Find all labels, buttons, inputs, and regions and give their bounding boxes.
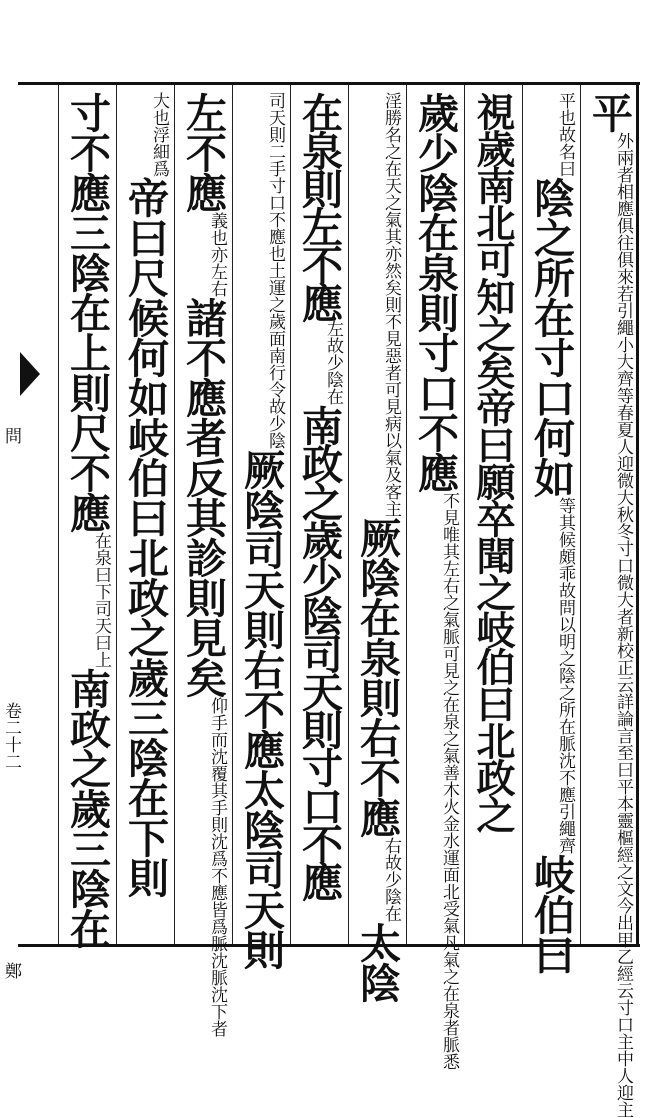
- column-rule: [116, 85, 117, 944]
- note-right: 土運之歲面南行令故少陰: [265, 262, 285, 449]
- text-column-1: [582, 92, 636, 1118]
- annotation-note: [206, 697, 228, 1037]
- text-column-3: [466, 92, 520, 832]
- page-margin: [0, 82, 21, 979]
- note-left: 平也: [555, 92, 575, 126]
- text-column-8: [176, 92, 230, 1037]
- column-rule: [174, 85, 175, 944]
- fishtail-mark-icon: [20, 352, 40, 396]
- note-left: 右故: [381, 837, 401, 871]
- text-column-10: [60, 92, 114, 948]
- main-text: 歲少陰在泉則寸口不應: [411, 92, 459, 492]
- note-right: 司天曰上: [91, 600, 111, 668]
- annotation-note: [322, 320, 344, 405]
- note-left: 不見唯其左右之氣脈可見之在泉之氣善: [439, 492, 459, 781]
- annotation-note: [380, 92, 402, 517]
- annotation-note: [380, 837, 402, 922]
- text-column-6: [292, 92, 346, 899]
- text-column-4: [408, 92, 462, 1070]
- note-right: 則不見惡者可見病以氣及客主: [381, 296, 401, 517]
- note-left: 大也: [149, 92, 169, 126]
- note-right: 不應皆爲脈沈脈沈下者: [207, 867, 227, 1037]
- note-left: 外兩者相應俱往俱來若引繩小大齊等春夏人迎微大秋冬寸口微大者: [613, 132, 633, 625]
- annotation-note: [264, 92, 286, 449]
- annotation-note: [206, 212, 228, 297]
- main-text: 南政之歲三陰在: [63, 668, 111, 948]
- column-rule: [348, 85, 349, 944]
- annotation-note: [612, 132, 634, 1118]
- frame-right-border: [636, 82, 639, 946]
- note-right: 浮細爲: [149, 126, 169, 177]
- annotation-note: [554, 497, 576, 854]
- main-text: 寸不應三陰在上則尺不應: [63, 92, 111, 532]
- column-rule: [406, 85, 407, 944]
- note-right: 故名曰: [555, 126, 575, 177]
- annotation-note: [554, 92, 576, 177]
- column-rule: [290, 85, 291, 944]
- frame-top-border: [18, 82, 640, 85]
- main-text: 諸不應者反其診則見矣: [179, 297, 227, 697]
- note-left: 義也: [207, 212, 227, 246]
- margin-label-bottom: 鄭: [1, 962, 21, 979]
- column-rule: [580, 85, 581, 944]
- margin-label-top: 問: [1, 427, 21, 444]
- column-rule: [232, 85, 233, 944]
- main-text: 岐伯曰: [527, 854, 575, 974]
- text-column-9: [118, 92, 172, 897]
- annotation-note: [438, 492, 460, 1070]
- text-column-5: [350, 92, 404, 1002]
- note-right: 亦左右: [207, 246, 227, 297]
- column-rule: [464, 85, 465, 944]
- main-text: 陰之所在寸口何如: [527, 177, 575, 497]
- note-left: 在泉曰下: [91, 532, 111, 600]
- main-text: 南政之歲少陰司天則寸口不應: [295, 405, 343, 899]
- main-text: 厥陰在泉則右不應: [353, 517, 401, 837]
- note-left: 淫勝名之在天之氣其亦然矣: [381, 92, 401, 296]
- main-text: 左不應: [179, 92, 227, 212]
- note-left: 等其候頗乖故問以明之: [555, 497, 575, 667]
- note-left: 司天則二手寸口不應也: [265, 92, 285, 262]
- note-left: 仰手而沈覆其手則沈爲: [207, 697, 227, 867]
- margin-label-mid: 卷二十二: [1, 702, 21, 770]
- note-right: 陰之所在脈沈不應引繩齊: [555, 667, 575, 854]
- note-right: 少陰在: [381, 871, 401, 922]
- main-text: 平: [585, 92, 633, 132]
- note-right: 新校正云詳論言至曰平本靈樞經之文今出甲乙經云寸口主中人迎主: [613, 625, 633, 1118]
- annotation-note: [148, 92, 170, 177]
- column-rule: [58, 85, 59, 944]
- main-text: 在泉則左不應: [295, 92, 343, 320]
- main-text: 太陰: [353, 922, 401, 1002]
- note-left: 左故: [323, 320, 343, 354]
- text-column-7: [234, 92, 288, 969]
- note-right: 少陰在: [323, 354, 343, 405]
- main-text: 帝曰尺候何如岐伯曰北政之歲三陰在下則: [121, 177, 169, 897]
- main-text: 厥陰司天則右不應太陰司天則: [237, 449, 285, 969]
- text-column-2: [524, 92, 578, 974]
- column-rule: [522, 85, 523, 944]
- annotation-note: [90, 532, 112, 668]
- main-text: 視歲南北可知之矣帝曰願卒聞之岐伯曰北政之: [470, 92, 516, 832]
- note-right: 木火金水運面北受氣凡氣之在泉者脈悉: [439, 781, 459, 1070]
